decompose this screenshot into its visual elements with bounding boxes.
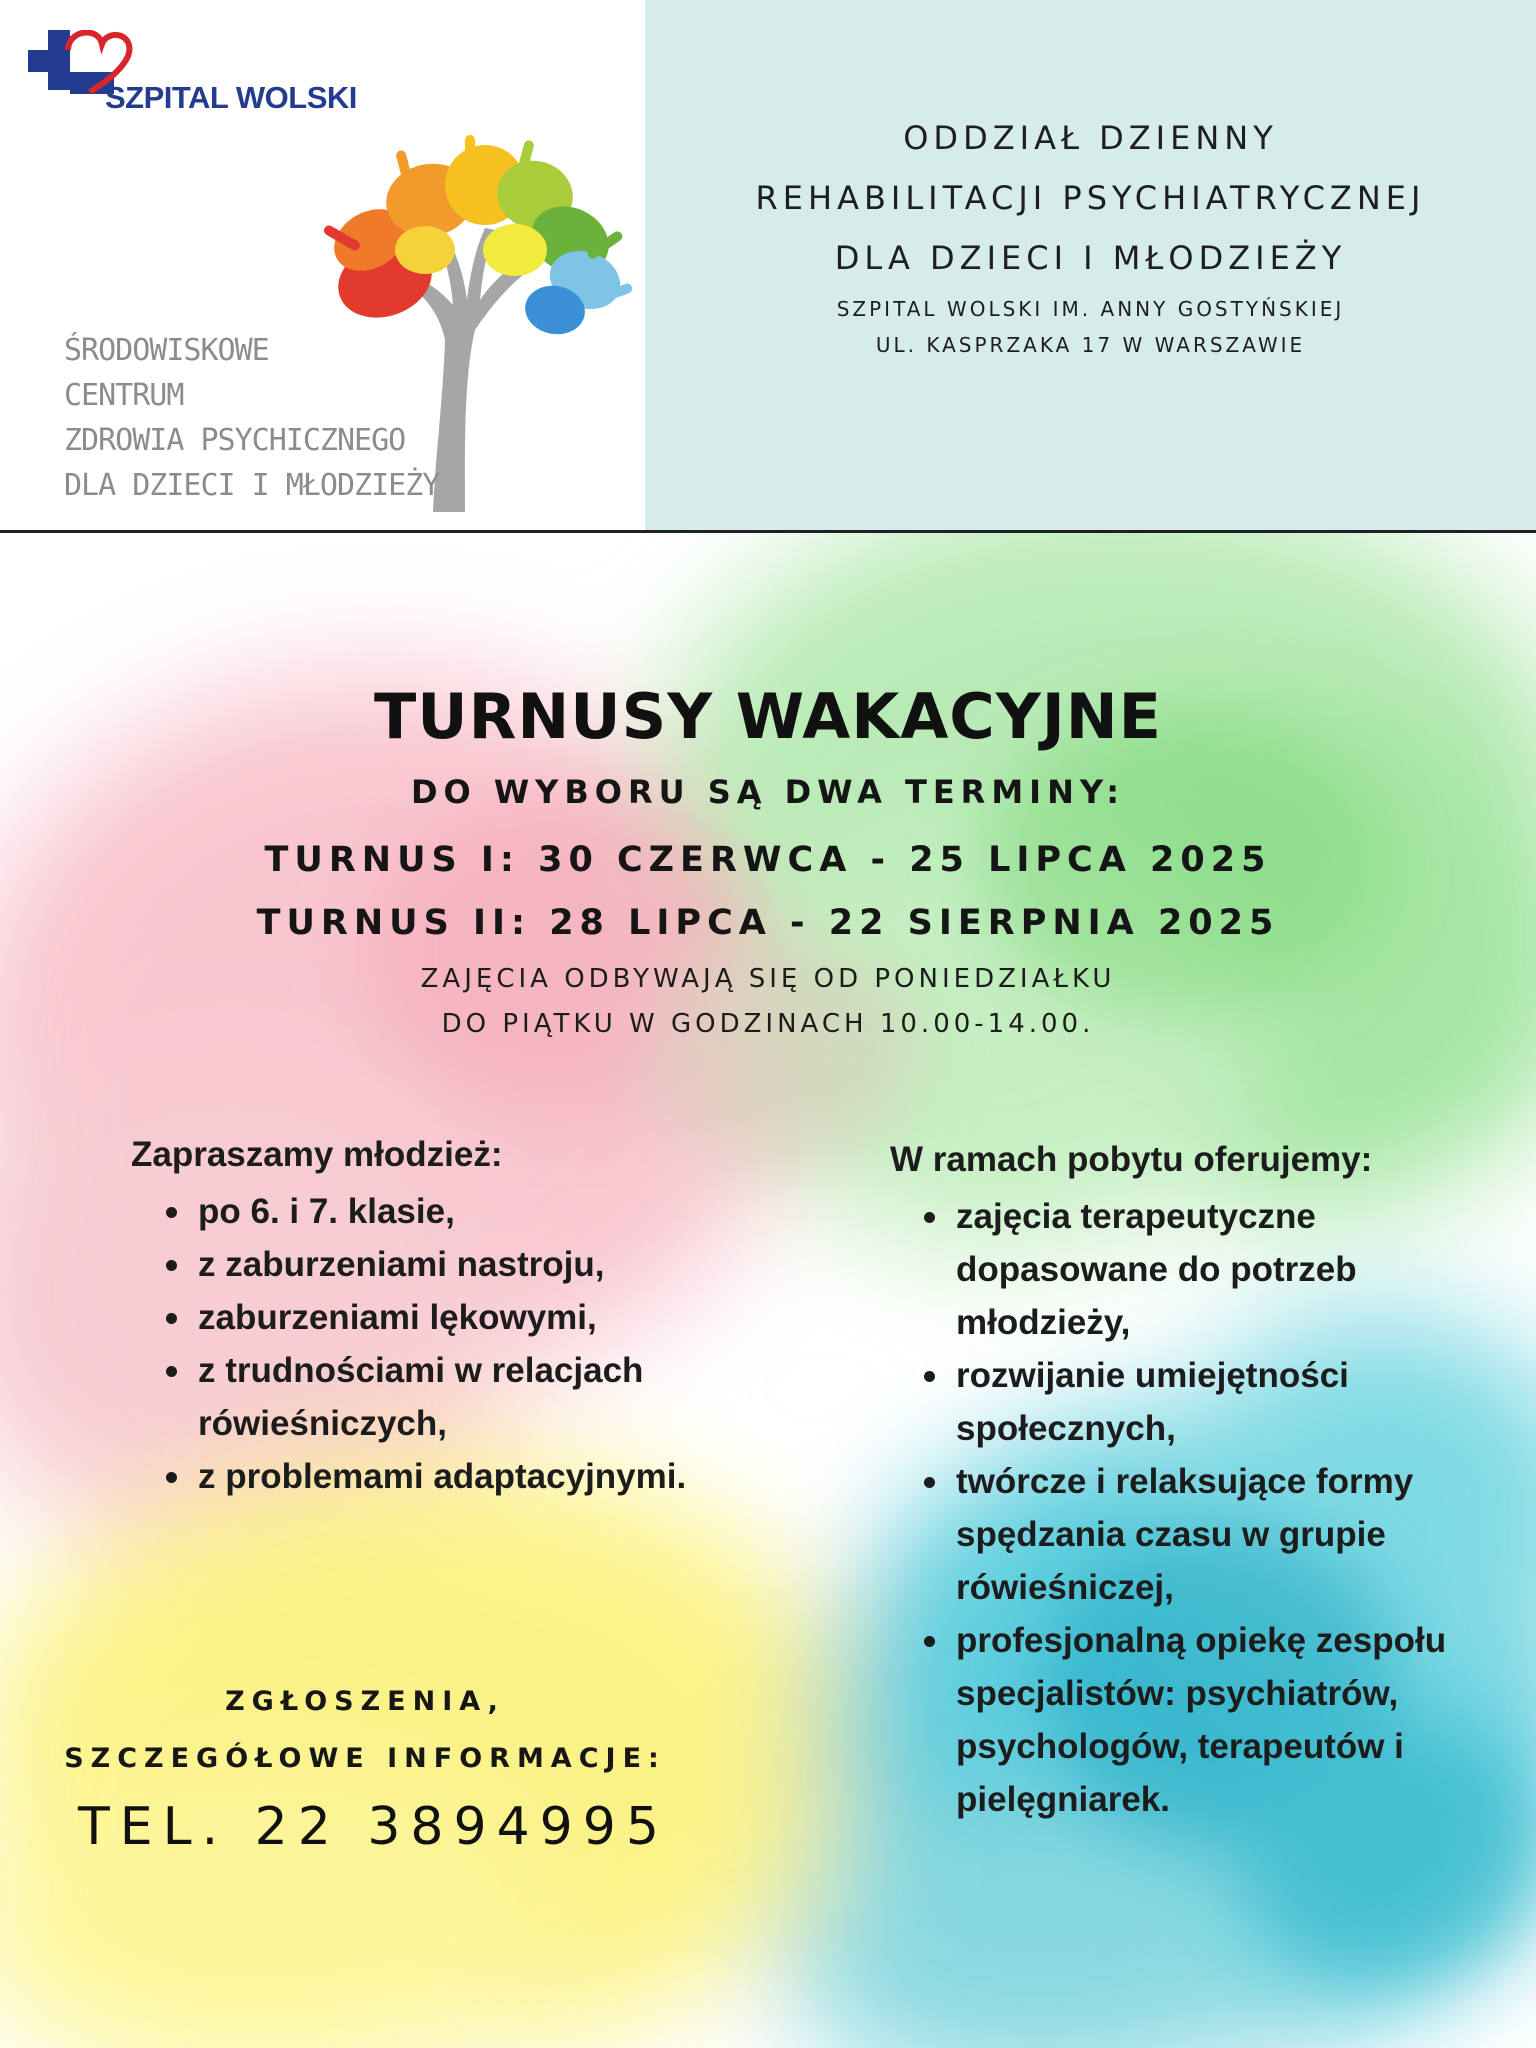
offer-heading: W ramach pobytu oferujemy:	[890, 1140, 1373, 1179]
list-item: z zaburzeniami nastroju,	[162, 1238, 802, 1291]
center-name-line: DLA DZIECI I MŁODZIEŻY	[64, 468, 440, 503]
hospital-name: SZPITAL WOLSKI IM. ANNY GOSTYŃSKIEJ	[836, 297, 1345, 321]
ward-title-line: DLA DZIECI I MŁODZIEŻY	[834, 239, 1347, 277]
invite-list	[162, 1185, 802, 1503]
contact-line: ZGŁOSZENIA,	[225, 1686, 505, 1717]
logo-text: SZPITAL WOLSKI	[105, 80, 357, 115]
center-name-line: CENTRUM	[64, 378, 184, 413]
list-item: z problemami adaptacyjnymi.	[162, 1450, 802, 1503]
phone-number[interactable]: TEL. 22 3894995	[78, 1797, 669, 1857]
list-item: profesjonalną opiekę zespołu specjalistów: psychiatrów, psychologów, terapeutów i pielęgniarek.	[920, 1614, 1516, 1826]
hospital-address: UL. KASPRZAKA 17 W WARSZAWIE	[875, 333, 1306, 357]
center-name	[64, 328, 444, 508]
hours-line: ZAJĘCIA ODBYWAJĄ SIĘ OD PONIEDZIAŁKU	[420, 964, 1116, 994]
hours-line: DO PIĄTKU W GODZINACH 10.00-14.00.	[441, 1009, 1095, 1039]
turnus-2: TURNUS II: 28 LIPCA - 22 SIERPNIA 2025	[256, 903, 1280, 943]
center-name-line: ŚRODOWISKOWE	[64, 333, 269, 368]
page-title: TURNUSY WAKACYJNE	[373, 680, 1163, 753]
list-item: po 6. i 7. klasie,	[162, 1185, 802, 1238]
list-item: zaburzeniami lękowymi,	[162, 1291, 802, 1344]
list-item: rozwijanie umiejętności społecznych,	[920, 1349, 1446, 1455]
list-item: twórcze i relaksujące formy spędzania czasu w grupie rówieśniczej,	[920, 1455, 1516, 1614]
contact-line: SZCZEGÓŁOWE INFORMACJE:	[64, 1743, 666, 1774]
list-item: zajęcia terapeutyczne dopasowane do potrzeb młodzieży,	[920, 1190, 1446, 1349]
ward-title-line: REHABILITACJI PSYCHIATRYCZNEJ	[755, 179, 1426, 217]
turnus-1: TURNUS I: 30 CZERWCA - 25 LIPCA 2025	[264, 840, 1272, 880]
ward-title-block	[645, 108, 1536, 359]
ward-title-line: ODDZIAŁ DZIENNY	[903, 119, 1278, 157]
terms-intro: DO WYBORU SĄ DWA TERMINY:	[410, 773, 1126, 811]
offer-list	[920, 1190, 1500, 1826]
list-item: z trudnościami w relacjach rówieśniczych,	[162, 1344, 738, 1450]
invite-heading: Zapraszamy młodzież:	[131, 1135, 503, 1174]
center-name-line: ZDROWIA PSYCHICZNEGO	[64, 423, 406, 458]
